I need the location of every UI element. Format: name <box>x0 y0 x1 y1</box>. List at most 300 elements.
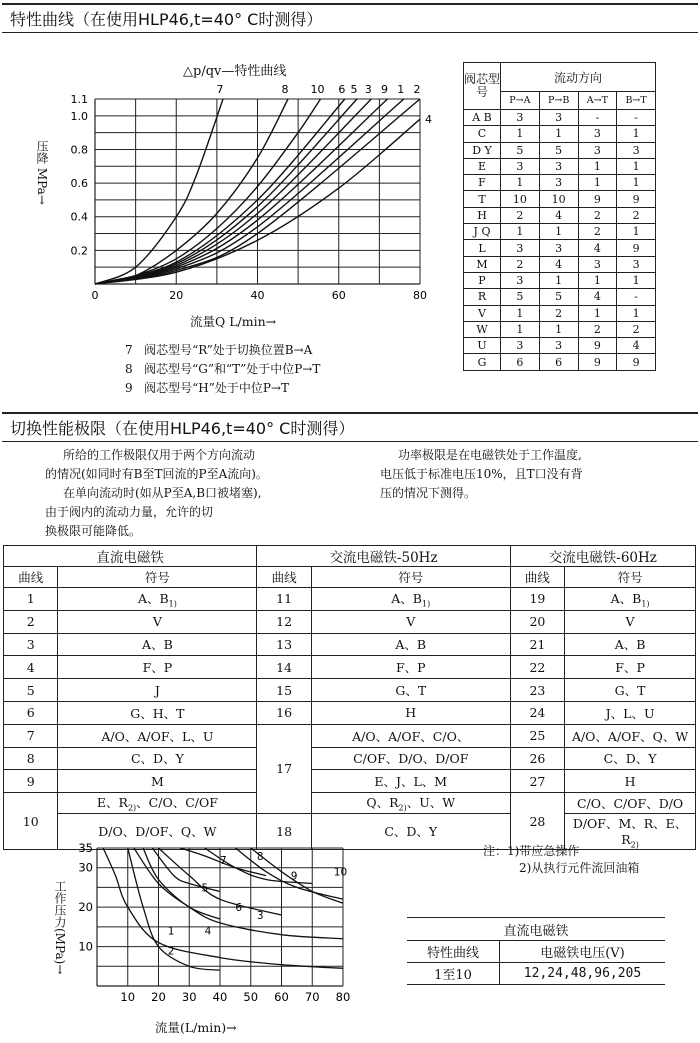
symbol-text: A/O、A/OF、Q、W <box>571 728 689 744</box>
valve-type-cell: H <box>464 207 501 223</box>
valve-table-row <box>464 338 656 354</box>
valve-type-cell: F <box>464 175 501 191</box>
flow-value-cell: 3 <box>501 110 540 126</box>
limits-symbol-cell <box>565 610 696 633</box>
limits-curve-cell: 23 <box>510 679 564 702</box>
note-text: 阀芯型号“R”处于切换位置B→A <box>144 343 313 357</box>
limits-curve-cell: 26 <box>510 747 564 770</box>
chart2-series-line-4 <box>143 848 220 919</box>
valve-type-cell: V <box>464 305 501 321</box>
chart1-y-tick-label: 0.8 <box>70 143 88 157</box>
chart1-note-8 <box>125 360 320 379</box>
chart2-series-label-5: 5 <box>201 882 209 895</box>
symbol-text: C、D、Y <box>130 751 184 767</box>
limits-symbol-cell <box>565 770 696 793</box>
note-num: 7 <box>125 343 133 357</box>
limits-symbol-cell <box>311 633 510 656</box>
para-right-line: 压的情况下测得。 <box>380 486 477 500</box>
limits-group-header: 交流电磁铁-60Hz <box>510 546 695 567</box>
limits-symbol-cell <box>311 610 510 633</box>
chart2-x-tick-label: 60 <box>274 990 289 1004</box>
symbol-text: A、B <box>137 591 169 607</box>
limits-curve-cell: 12 <box>257 610 311 633</box>
chart1-y-tick-label: 0.2 <box>70 244 88 258</box>
valve-type-cell: R <box>464 289 501 305</box>
valve-type-cell: W <box>464 321 501 337</box>
limits-paragraph-right <box>380 446 583 503</box>
limits-row <box>4 610 696 633</box>
symbol-text: M <box>151 773 164 789</box>
symbol-text: J、L、U <box>605 705 655 721</box>
valve-table-row <box>464 126 656 142</box>
pressure-drop-chart-svg <box>0 55 450 355</box>
flow-value-cell: 6 <box>501 354 540 370</box>
limits-curve-cell: 5 <box>4 679 58 702</box>
limits-col-symbol: 符号 <box>311 567 510 588</box>
chart1-title: △p/qv—特性曲线 <box>183 64 287 79</box>
chart2-series-label-9: 9 <box>290 870 298 883</box>
chart2-series-label-6: 6 <box>235 902 243 915</box>
limits-curve-cell: 11 <box>257 588 311 611</box>
chart2-y-tick-label: 35 <box>78 841 93 855</box>
limits-curve-cell: 8 <box>4 747 58 770</box>
section-limits-title: 切换性能极限（在使用HLP46,t=40° C时测得） <box>10 419 355 438</box>
flow-value-cell: 10 <box>501 191 540 207</box>
limits-symbol-cell <box>58 679 257 702</box>
flow-value-cell: 2 <box>617 321 656 337</box>
chart1-x-tick-label: 60 <box>331 289 346 302</box>
symbol-footnote: 2) <box>398 803 407 813</box>
limits-symbol-cell <box>311 793 510 814</box>
flow-value-cell: 1 <box>578 158 617 174</box>
limits-symbol-cell <box>58 747 257 770</box>
limits-curve-cell: 22 <box>510 656 564 679</box>
chart1-xlabel: 流量Q L/min→ <box>190 314 277 329</box>
flow-value-cell: - <box>617 110 656 126</box>
voltage-val-curve: 1至10 <box>407 963 500 985</box>
flow-value-cell: 3 <box>578 142 617 158</box>
chart2-x-tick-label: 50 <box>243 990 259 1004</box>
chart2-series-label-7: 7 <box>220 854 227 867</box>
para-left-line: 在单向流动时(如从P至A,B口被堵塞), <box>63 486 262 500</box>
valve-table-row <box>464 289 656 305</box>
limits-symbol-cell <box>58 724 257 747</box>
flow-value-cell: 9 <box>578 191 617 207</box>
limits-symbol-cell <box>311 724 510 747</box>
valve-table-row <box>464 175 656 191</box>
chart2-xlabel: 流量(L/min)→ <box>155 1020 237 1035</box>
valve-table-row <box>464 272 656 288</box>
limits-symbol-cell <box>565 747 696 770</box>
chart1-x-tick-label: 20 <box>169 289 184 302</box>
limits-symbol-cell <box>565 724 696 747</box>
symbol-text: V <box>625 614 635 630</box>
limits-symbol-cell <box>565 793 696 814</box>
limits-curve-cell: 14 <box>257 656 311 679</box>
symbol-text: J <box>154 682 160 698</box>
flow-value-cell: - <box>578 110 617 126</box>
valve-table-col-3: B→T <box>617 92 656 110</box>
symbol-text: A、B <box>395 637 427 653</box>
flow-value-cell: 9 <box>617 240 656 256</box>
limits-symbol-cell <box>311 747 510 770</box>
chart2-series-label-4: 4 <box>204 925 212 938</box>
chart2-x-tick-label: 10 <box>120 990 136 1004</box>
limits-curve-cell: 24 <box>510 701 564 724</box>
note-emergency: 注：1)带应急操作 <box>483 844 580 858</box>
flow-value-cell: 5 <box>539 142 578 158</box>
limits-symbol-cell <box>311 770 510 793</box>
note-text: 阀芯型号“H”处于中位P→T <box>144 381 289 395</box>
limits-col-curve: 曲线 <box>4 567 58 588</box>
chart1-y-tick-label: 0.6 <box>70 177 88 191</box>
symbol-text: F、P <box>395 660 426 676</box>
valve-type-cell: T <box>464 191 501 207</box>
flow-value-cell: 1 <box>617 224 656 240</box>
flow-value-cell: 1 <box>617 272 656 288</box>
voltage-col-curve: 特性曲线 <box>407 941 500 963</box>
flow-value-cell: 3 <box>539 338 578 354</box>
section-characteristics-header <box>2 3 698 33</box>
chart2-y-tick-label: 30 <box>78 860 93 875</box>
flow-value-cell: 2 <box>501 256 540 272</box>
flow-value-cell: 5 <box>501 289 540 305</box>
chart2-series-label-8: 8 <box>256 850 264 863</box>
symbol-text: F、P <box>142 660 173 676</box>
chart1-series-label-3: 3 <box>364 83 372 96</box>
chart2-series-label-1: 1 <box>167 925 175 938</box>
section-limits-header <box>2 412 698 442</box>
chart1-note-9 <box>125 379 320 398</box>
limits-curve-cell: 21 <box>510 633 564 656</box>
valve-table-col-1: P→B <box>539 92 578 110</box>
limits-curve-cell: 7 <box>4 724 58 747</box>
flow-value-cell: 2 <box>501 207 540 223</box>
note-num: 8 <box>125 362 133 376</box>
voltage-table-title: 直流电磁铁 <box>407 918 665 941</box>
valve-table-row <box>464 191 656 207</box>
chart2-series-label-10: 10 <box>333 866 348 879</box>
limits-symbol-cell <box>58 793 257 814</box>
symbol-text: D/O、D/OF、Q、W <box>98 824 217 840</box>
symbol-text: E、R <box>96 795 128 811</box>
working-pressure-chart <box>55 838 375 1038</box>
symbol-text: C/OF、D/O、D/OF <box>353 751 469 767</box>
valve-type-cell: J Q <box>464 224 501 240</box>
chart2-y-tick-label: 20 <box>78 900 93 915</box>
chart1-x-tick-label: 0 <box>91 289 99 302</box>
limits-symbol-cell <box>565 679 696 702</box>
flow-value-cell: 5 <box>539 289 578 305</box>
valve-type-cell: L <box>464 240 501 256</box>
flow-value-cell: 1 <box>539 272 578 288</box>
valve-table-row <box>464 321 656 337</box>
limits-curve-cell: 9 <box>4 770 58 793</box>
note-num: 9 <box>125 381 133 395</box>
limits-curve-cell: 18 <box>257 813 311 850</box>
limits-paragraph-left <box>45 446 268 541</box>
voltage-table <box>407 917 665 985</box>
limits-curve-cell: 28 <box>510 793 564 850</box>
chart1-series-line-9 <box>95 99 388 284</box>
limits-symbol-cell <box>58 770 257 793</box>
flow-value-cell: 3 <box>501 240 540 256</box>
limits-symbol-cell <box>311 701 510 724</box>
chart1-series-label-9: 9 <box>381 83 388 96</box>
chart2-series-line-9 <box>235 848 343 899</box>
flow-value-cell: 1 <box>539 224 578 240</box>
chart1-series-line-1 <box>95 99 404 284</box>
limits-symbol-cell <box>565 656 696 679</box>
symbol-text: A、B <box>142 637 173 653</box>
limits-row <box>4 633 696 656</box>
limits-curve-cell: 27 <box>510 770 564 793</box>
flow-value-cell: 3 <box>539 110 578 126</box>
limits-row <box>4 679 696 702</box>
section-characteristics-title: 特性曲线（在使用HLP46,t=40° C时测得） <box>10 10 323 29</box>
chart1-series-line-10 <box>95 99 321 284</box>
limits-symbol-cell <box>58 633 257 656</box>
valve-type-cell: P <box>464 272 501 288</box>
flow-value-cell: 1 <box>501 305 540 321</box>
limits-col-curve: 曲线 <box>510 567 564 588</box>
chart2-x-tick-label: 30 <box>181 990 197 1004</box>
symbol-text: V <box>406 614 416 630</box>
symbol-text: F、P <box>615 660 645 676</box>
valve-table-row <box>464 305 656 321</box>
chart1-series-line-3 <box>95 99 371 284</box>
symbol-text: V <box>152 614 162 630</box>
symbol-footnote: 1) <box>168 599 177 609</box>
voltage-val-voltage: 12,24,48,96,205 <box>500 963 666 985</box>
limits-curve-cell: 19 <box>510 588 564 611</box>
limits-curve-cell: 16 <box>257 701 311 724</box>
limits-row <box>4 656 696 679</box>
limits-curve-cell: 2 <box>4 610 58 633</box>
limits-curve-cell: 15 <box>257 679 311 702</box>
symbol-footnote: 2) <box>630 840 639 850</box>
valve-table-row <box>464 354 656 370</box>
chart1-notes <box>125 341 320 398</box>
limits-curve-cell: 13 <box>257 633 311 656</box>
limits-col-curve: 曲线 <box>257 567 311 588</box>
limits-curve-cell: 1 <box>4 588 58 611</box>
flow-value-cell: 1 <box>539 321 578 337</box>
limits-row <box>4 770 696 793</box>
valve-type-cell: A B <box>464 110 501 126</box>
chart1-y-tick-label: 1.0 <box>70 109 88 123</box>
limits-symbol-cell <box>565 588 696 611</box>
flow-value-cell: 1 <box>539 126 578 142</box>
chart2-x-tick-label: 20 <box>151 990 166 1004</box>
limits-group-header: 交流电磁铁-50Hz <box>257 546 510 567</box>
symbol-text: A、B <box>614 637 646 653</box>
chart1-series-line-5 <box>95 99 357 284</box>
flow-value-cell: 1 <box>578 305 617 321</box>
chart2-y-tick-label: 10 <box>78 939 93 954</box>
note-text: 阀芯型号“G”和“T”处于中位P→T <box>144 362 321 376</box>
para-right-line: 电压低于标准电压10%，且T口没有背 <box>380 467 583 481</box>
valve-table-row <box>464 158 656 174</box>
symbol-text-tail: 、C/O、C/OF <box>136 795 218 811</box>
flow-value-cell: 1 <box>617 158 656 174</box>
chart1-series-label-6: 6 <box>338 83 346 96</box>
flow-value-cell: 2 <box>578 224 617 240</box>
valve-table-row <box>464 142 656 158</box>
chart2-series-label-2: 2 <box>167 945 175 958</box>
valve-table-header-type: 阀芯型号 <box>464 63 501 110</box>
flow-value-cell: 3 <box>539 240 578 256</box>
flow-value-cell: 9 <box>578 354 617 370</box>
chart1-note-7 <box>125 341 320 360</box>
valve-table-row <box>464 207 656 223</box>
limits-symbol-cell <box>58 701 257 724</box>
flow-value-cell: 1 <box>617 126 656 142</box>
limits-col-symbol: 符号 <box>58 567 257 588</box>
limits-curve-cell: 25 <box>510 724 564 747</box>
flow-value-cell: 1 <box>501 224 540 240</box>
limits-symbol-cell <box>311 588 510 611</box>
para-left-line: 所给的工作极限仅用于两个方向流动 <box>63 448 256 462</box>
limits-row <box>4 588 696 611</box>
limits-curve-cell: 4 <box>4 656 58 679</box>
limits-notes <box>483 843 639 877</box>
valve-table-col-2: A→T <box>578 92 617 110</box>
chart1-series-label-1: 1 <box>397 83 405 96</box>
switching-limits-table <box>3 545 696 850</box>
chart1-x-tick-label: 80 <box>413 289 427 302</box>
chart1-series-label-10: 10 <box>310 83 325 96</box>
flow-value-cell: 2 <box>617 207 656 223</box>
flow-value-cell: 10 <box>539 191 578 207</box>
symbol-footnote: 1) <box>421 599 431 609</box>
chart1-y-tick-label: 1.1 <box>70 93 88 106</box>
chart1-series-label-8: 8 <box>281 83 289 96</box>
para-left-line: 换极限可能降低。 <box>45 524 142 538</box>
limits-symbol-cell <box>311 656 510 679</box>
limits-symbol-cell <box>58 588 257 611</box>
symbol-text: G、T <box>614 683 646 699</box>
symbol-text: A、B <box>610 591 642 607</box>
limits-symbol-cell <box>565 633 696 656</box>
chart1-series-line-7 <box>95 99 223 284</box>
limits-symbol-cell <box>58 656 257 679</box>
valve-type-cell: E <box>464 158 501 174</box>
chart1-x-tick-label: 40 <box>250 289 265 302</box>
symbol-text: C、D、Y <box>603 751 657 767</box>
valve-table-col-0: P→A <box>501 92 540 110</box>
symbol-text: A、B <box>391 591 422 607</box>
valve-flow-table <box>463 62 656 371</box>
valve-table-row <box>464 224 656 240</box>
limits-curve-cell: 20 <box>510 610 564 633</box>
flow-value-cell: 1 <box>578 175 617 191</box>
symbol-text: H <box>624 773 636 789</box>
flow-value-cell: - <box>617 289 656 305</box>
chart1-y-tick-label: 0.4 <box>70 210 88 224</box>
valve-table-row <box>464 240 656 256</box>
flow-value-cell: 1 <box>578 272 617 288</box>
chart2-x-tick-label: 40 <box>212 990 228 1004</box>
chart2-series-line-3 <box>134 848 343 939</box>
limits-row <box>4 747 696 770</box>
flow-value-cell: 4 <box>578 240 617 256</box>
flow-value-cell: 4 <box>617 338 656 354</box>
symbol-text: E、J、L、M <box>374 774 448 790</box>
chart1-series-label-7: 7 <box>216 83 224 96</box>
limits-symbol-cell <box>565 701 696 724</box>
valve-type-cell: M <box>464 256 501 272</box>
limits-col-symbol: 符号 <box>565 567 696 588</box>
flow-value-cell: 3 <box>578 256 617 272</box>
flow-value-cell: 9 <box>578 338 617 354</box>
chart2-series-label-3: 3 <box>256 909 264 922</box>
flow-value-cell: 1 <box>617 305 656 321</box>
flow-value-cell: 3 <box>578 126 617 142</box>
limits-row <box>4 701 696 724</box>
flow-value-cell: 3 <box>501 338 540 354</box>
valve-type-cell: U <box>464 338 501 354</box>
limits-curve-cell: 6 <box>4 701 58 724</box>
flow-value-cell: 2 <box>539 305 578 321</box>
limits-symbol-cell <box>58 610 257 633</box>
flow-value-cell: 4 <box>539 256 578 272</box>
symbol-text: A/O、A/OF、C/O、 <box>352 728 470 744</box>
symbol-text: Q、R <box>366 795 399 811</box>
limits-symbol-cell <box>311 679 510 702</box>
chart1-series-label-4: 4 <box>425 113 432 127</box>
para-left-line: 由于阀内的流动力量，允许的切 <box>45 505 214 519</box>
flow-value-cell: 3 <box>501 272 540 288</box>
flow-value-cell: 2 <box>578 321 617 337</box>
chart1-ylabel: 压降 MPa→ <box>35 140 49 205</box>
flow-value-cell: 3 <box>501 158 540 174</box>
para-right-line: 功率极限是在电磁铁处于工作温度, <box>398 448 582 462</box>
flow-value-cell: 5 <box>501 142 540 158</box>
flow-value-cell: 4 <box>539 207 578 223</box>
limits-row <box>4 793 696 814</box>
flow-value-cell: 3 <box>539 175 578 191</box>
limits-curve-cell: 10 <box>4 793 58 850</box>
flow-value-cell: 1 <box>617 175 656 191</box>
limits-group-header: 直流电磁铁 <box>4 546 257 567</box>
symbol-text: D/OF、M、R、E、R <box>572 815 688 847</box>
symbol-footnote: 1) <box>641 599 650 609</box>
para-left-line: 的情况(如同时有B至T回流的P至A流向)。 <box>45 467 268 481</box>
flow-value-cell: 6 <box>539 354 578 370</box>
flow-value-cell: 2 <box>578 207 617 223</box>
symbol-footnote: 2) <box>127 803 137 813</box>
valve-table-row <box>464 256 656 272</box>
chart2-x-tick-label: 70 <box>304 990 320 1004</box>
symbol-text: A/O、A/OF、L、U <box>101 728 214 744</box>
symbol-text-tail: 、U、W <box>406 795 456 811</box>
flow-value-cell: 4 <box>578 289 617 305</box>
limits-curve-cell: 3 <box>4 633 58 656</box>
valve-type-cell: C <box>464 126 501 142</box>
flow-value-cell: 1 <box>501 126 540 142</box>
flow-value-cell: 1 <box>501 175 540 191</box>
limits-curve-cell: 17 <box>257 724 311 813</box>
valve-type-cell: D Y <box>464 142 501 158</box>
pressure-drop-chart <box>0 55 450 355</box>
flow-value-cell: 3 <box>539 158 578 174</box>
flow-value-cell: 3 <box>617 142 656 158</box>
valve-table-header-direction: 流动方向 <box>501 63 656 92</box>
flow-value-cell: 9 <box>617 191 656 207</box>
flow-value-cell: 3 <box>617 256 656 272</box>
chart2-ylabel: 工作压力(MPa)→ <box>53 880 67 975</box>
